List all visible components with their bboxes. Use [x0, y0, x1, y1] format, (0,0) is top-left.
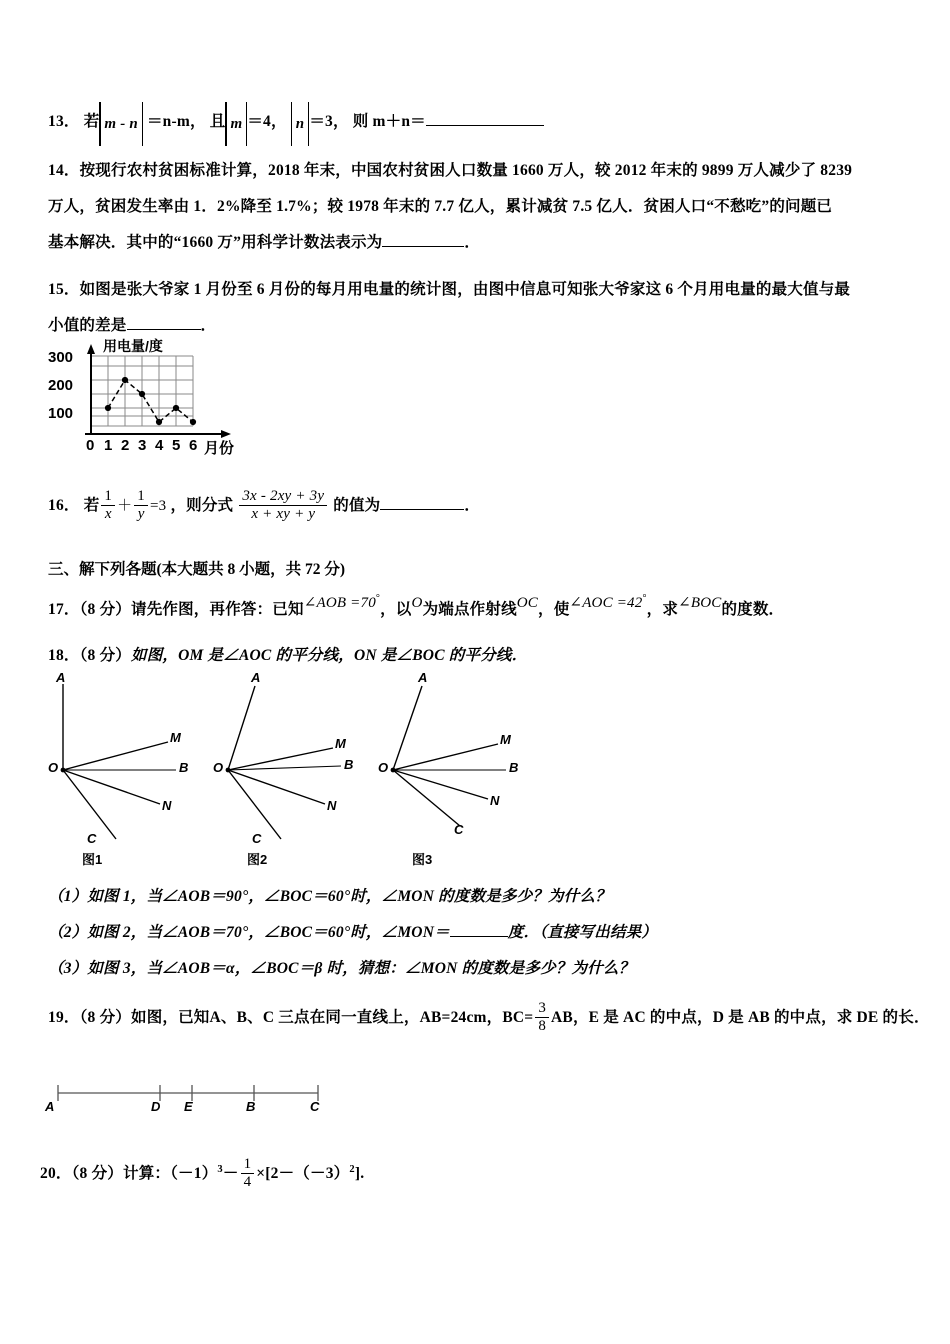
q13-abs-m: m [225, 106, 247, 142]
label-O-fig1: O [48, 760, 59, 775]
label-D-numberline: D [151, 1099, 161, 1114]
q18-score: （8 分） [79, 647, 131, 664]
label-A-fig1: A [56, 670, 66, 685]
q18-number: 18． [48, 647, 80, 664]
q16-fraction-1-over-y: $\frac{1}{y}$ [134, 488, 148, 524]
q16-plus: ＋ [117, 498, 133, 514]
q14-text-1: 按现行农村贫困标准计算，2018 年末，中国农村贫困人口数量 1660 万人，较 2012 年末的 9899 万人减少了 8239 [79, 162, 853, 179]
chart-y-axis-arrow [87, 344, 95, 354]
question-17 [48, 588, 784, 628]
q13-lead: 若 [83, 113, 100, 130]
q18-part-1-text: （1）如图 1，当∠AOB＝90°，∠BOC＝60°时，∠MON 的度数是多少？为什么？ [48, 888, 611, 905]
q14-number: 14． [48, 162, 80, 179]
chart-x-tick-6: 6 [189, 437, 198, 454]
q15-period: ． [200, 317, 217, 334]
q13-answer-blank[interactable] [426, 109, 544, 126]
q20-score: （8 分） [71, 1165, 123, 1183]
ray-OA-fig3 [393, 686, 422, 770]
q18-part-2-text-b: 度．（直接写出结果） [507, 924, 658, 941]
q15-text-2: 小值的差是 [48, 317, 127, 334]
angle-figure-3 [378, 670, 543, 867]
q20-text-1: 计算：（－1） [123, 1165, 218, 1183]
question-19 [48, 1000, 930, 1036]
q19-fraction-3-over-8: $\frac{3}{8}$ [535, 1000, 549, 1036]
vertex-O-fig1 [61, 768, 66, 773]
q20-fraction-1-over-4: $\frac{1}{4}$ [241, 1156, 255, 1192]
question-15 [48, 272, 850, 344]
q17-number: 17． [48, 601, 80, 619]
label-M-fig3: M [500, 732, 511, 747]
question-14 [48, 153, 852, 261]
chart-x-axis-title: 月份 [204, 440, 235, 457]
ray-OC-fig2 [228, 770, 281, 839]
label-E-numberline: E [184, 1099, 193, 1114]
label-B-numberline: B [246, 1099, 256, 1114]
figure-1-caption: 图1 [82, 852, 103, 867]
ray-OC-fig3 [393, 770, 460, 826]
q14-answer-blank[interactable] [382, 230, 464, 247]
q15-line-1 [48, 272, 850, 308]
q19-number: 19． [48, 1009, 80, 1026]
vertex-O-fig3 [391, 768, 396, 773]
q14-text-2: 万人，贫困发生率由 1．2%降至 1.7%；较 1978 年末的 7.7 亿人，累计减贫 7.5 亿人．贫困人口“不愁吃”的问题已 [48, 198, 833, 215]
label-N-fig2: N [327, 798, 337, 813]
q20-exponent-2: 2 [349, 1164, 355, 1175]
q15-text-1: 如图是张大爷家 1 月份至 6 月份的每月用电量的统计图，由图中信息可知张大爷家这 6 个月用电量的最大值与最 [79, 281, 851, 298]
q17-text-3: 为端点作射线 [422, 601, 517, 619]
chart-y-tick-200: 200 [48, 377, 74, 394]
q18-part-2 [48, 915, 657, 951]
ray-OM-fig1 [63, 742, 168, 770]
q16-period: ． [464, 497, 481, 514]
label-M-fig1: M [170, 730, 181, 745]
chart-axes [85, 352, 223, 434]
question-20 [40, 1152, 364, 1192]
q13-eq3: ＝3， [309, 113, 349, 130]
chart-data-points [105, 377, 196, 425]
chart-point-month-5 [173, 405, 179, 411]
label-M-fig2: M [335, 736, 346, 751]
label-N-fig1: N [162, 798, 172, 813]
q17-degree-1: ° [375, 593, 381, 604]
label-B-fig2: B [344, 757, 354, 772]
q20-text-3: ×[2－（－3） [256, 1165, 350, 1183]
chart-point-month-3 [139, 391, 145, 397]
q19-number-line [40, 1075, 340, 1120]
label-A-fig2: A [251, 670, 261, 685]
q17-math-angle-aoc: ∠AOC =42 [569, 595, 643, 612]
q18-part-2-text-a: （2）如图 2，当∠AOB＝70°，∠BOC＝60°时，∠MON＝ [48, 924, 450, 941]
q13-eq1: ＝n-m， [146, 113, 206, 130]
angle-figure-1 [48, 670, 213, 867]
q17-score: （8 分） [79, 601, 131, 619]
ray-OC-fig1 [63, 770, 116, 839]
ray-ON-fig2 [228, 770, 325, 804]
label-C-fig3: C [454, 822, 464, 837]
vertex-O-fig2 [226, 768, 231, 773]
chart-x-tick-3: 3 [138, 437, 147, 454]
q13-eq2: ＝4， [247, 113, 287, 130]
q19-text-2: AB，E 是 AC 的中点，D 是 AB 的中点，求 DE 的长． [551, 1009, 930, 1026]
question-13 [48, 104, 544, 142]
q13-then: 则 m＋n＝ [352, 113, 426, 130]
q16-number: 16． [48, 497, 80, 514]
q15-number: 15． [48, 281, 80, 298]
q17-text-1: 请先作图，再作答：已知 [131, 601, 304, 619]
q17-degree-2: ° [642, 593, 647, 604]
chart-y-tick-100: 100 [48, 405, 74, 422]
q17-text-2: ，以 [380, 601, 412, 619]
chart-x-tick-2: 2 [121, 437, 130, 454]
q17-math-point-o: O [411, 595, 423, 612]
q18-part-1 [48, 879, 657, 915]
q17-text-6: 的度数． [721, 601, 785, 619]
q15-answer-blank[interactable] [127, 313, 201, 330]
ray-ON-fig1 [63, 770, 160, 804]
label-N-fig3: N [490, 793, 500, 808]
question-16 [48, 488, 480, 524]
q14-line-3 [48, 225, 852, 261]
q20-number: 20． [40, 1165, 72, 1183]
chart-x-tick-0: 0 [86, 437, 95, 454]
label-C-fig2: C [252, 831, 262, 846]
q16-equals-3: =3 [150, 498, 167, 514]
label-C-numberline: C [310, 1099, 320, 1114]
q13-abs-n: n [291, 106, 310, 142]
q16-fraction-1-over-x: $\frac{1}{x}$ [101, 488, 115, 524]
q16-tail: 的值为 [333, 497, 381, 514]
question-18-parts [48, 879, 657, 987]
q20-text-4: ]. [354, 1165, 365, 1183]
chart-x-tick-1: 1 [104, 437, 113, 454]
q17-math-angle-aob: ∠AOB =70 [303, 595, 376, 612]
angle-figure-2 [213, 670, 378, 867]
chart-y-tick-300: 300 [48, 349, 74, 366]
q18-part-3-text: （3）如图 3，当∠AOB＝α，∠BOC＝β 时，猜想：∠MON 的度数是多少？为什么？ [48, 960, 635, 977]
chart-point-month-1 [105, 405, 111, 411]
q18-part-2-answer-blank[interactable] [450, 920, 508, 937]
ray-OA-fig2 [228, 686, 255, 770]
electricity-usage-line-chart [45, 338, 260, 456]
q16-main-fraction: $\frac{3x - 2xy + 3y}{x + xy + y}$ [239, 488, 327, 524]
question-18 [48, 638, 527, 674]
q19-text-1: 如图，已知A、B、C 三点在同一直线上，AB=24cm，BC= [131, 1009, 534, 1026]
label-B-fig3: B [509, 760, 519, 775]
chart-point-month-6 [190, 419, 196, 425]
ray-ON-fig3 [393, 770, 488, 799]
label-A-fig3: A [418, 670, 428, 685]
q17-math-angle-boc: ∠BOC [678, 595, 722, 612]
chart-y-axis-title: 用电量/度 [103, 338, 163, 354]
q17-text-5: ，求 [646, 601, 679, 619]
q16-answer-blank[interactable] [380, 493, 464, 510]
q19-score: （8 分） [79, 1009, 131, 1026]
chart-point-month-4 [156, 419, 162, 425]
label-B-fig1: B [179, 760, 189, 775]
figure-3-caption: 图3 [412, 852, 433, 867]
label-C-fig1: C [87, 831, 97, 846]
q18-stem: 如图，OM 是∠AOC 的平分线，ON 是∠BOC 的平分线． [131, 647, 528, 664]
q16-mid: ，则分式 [170, 497, 234, 514]
q13-and: 且 [209, 113, 226, 130]
q14-line-1 [48, 153, 852, 189]
q17-text-4: ，使 [538, 601, 570, 619]
q13-abs-mn: m - n [99, 106, 143, 142]
q18-part-3 [48, 951, 657, 987]
q14-line-2 [48, 189, 852, 225]
q14-text-3: 基本解决．其中的“1660 万”用科学计数法表示为 [48, 234, 383, 251]
q13-number: 13． [48, 113, 80, 130]
q16-lead: 若 [83, 497, 100, 514]
chart-x-tick-5: 5 [172, 437, 181, 454]
label-O-fig3: O [378, 760, 389, 775]
label-O-fig2: O [213, 760, 224, 775]
q20-exponent-3: 3 [217, 1164, 223, 1175]
q14-period: ． [464, 234, 481, 251]
ray-OM-fig3 [393, 744, 498, 770]
q20-text-2: － [222, 1165, 239, 1183]
label-A-numberline: A [45, 1099, 55, 1114]
section-3-heading: 三、解下列各题(本大题共 8 小题，共 72 分) [48, 561, 346, 578]
chart-point-month-2 [122, 377, 128, 383]
figure-2-caption: 图2 [247, 852, 268, 867]
chart-x-tick-4: 4 [155, 437, 164, 454]
q17-math-ray-oc: OC [516, 595, 539, 612]
